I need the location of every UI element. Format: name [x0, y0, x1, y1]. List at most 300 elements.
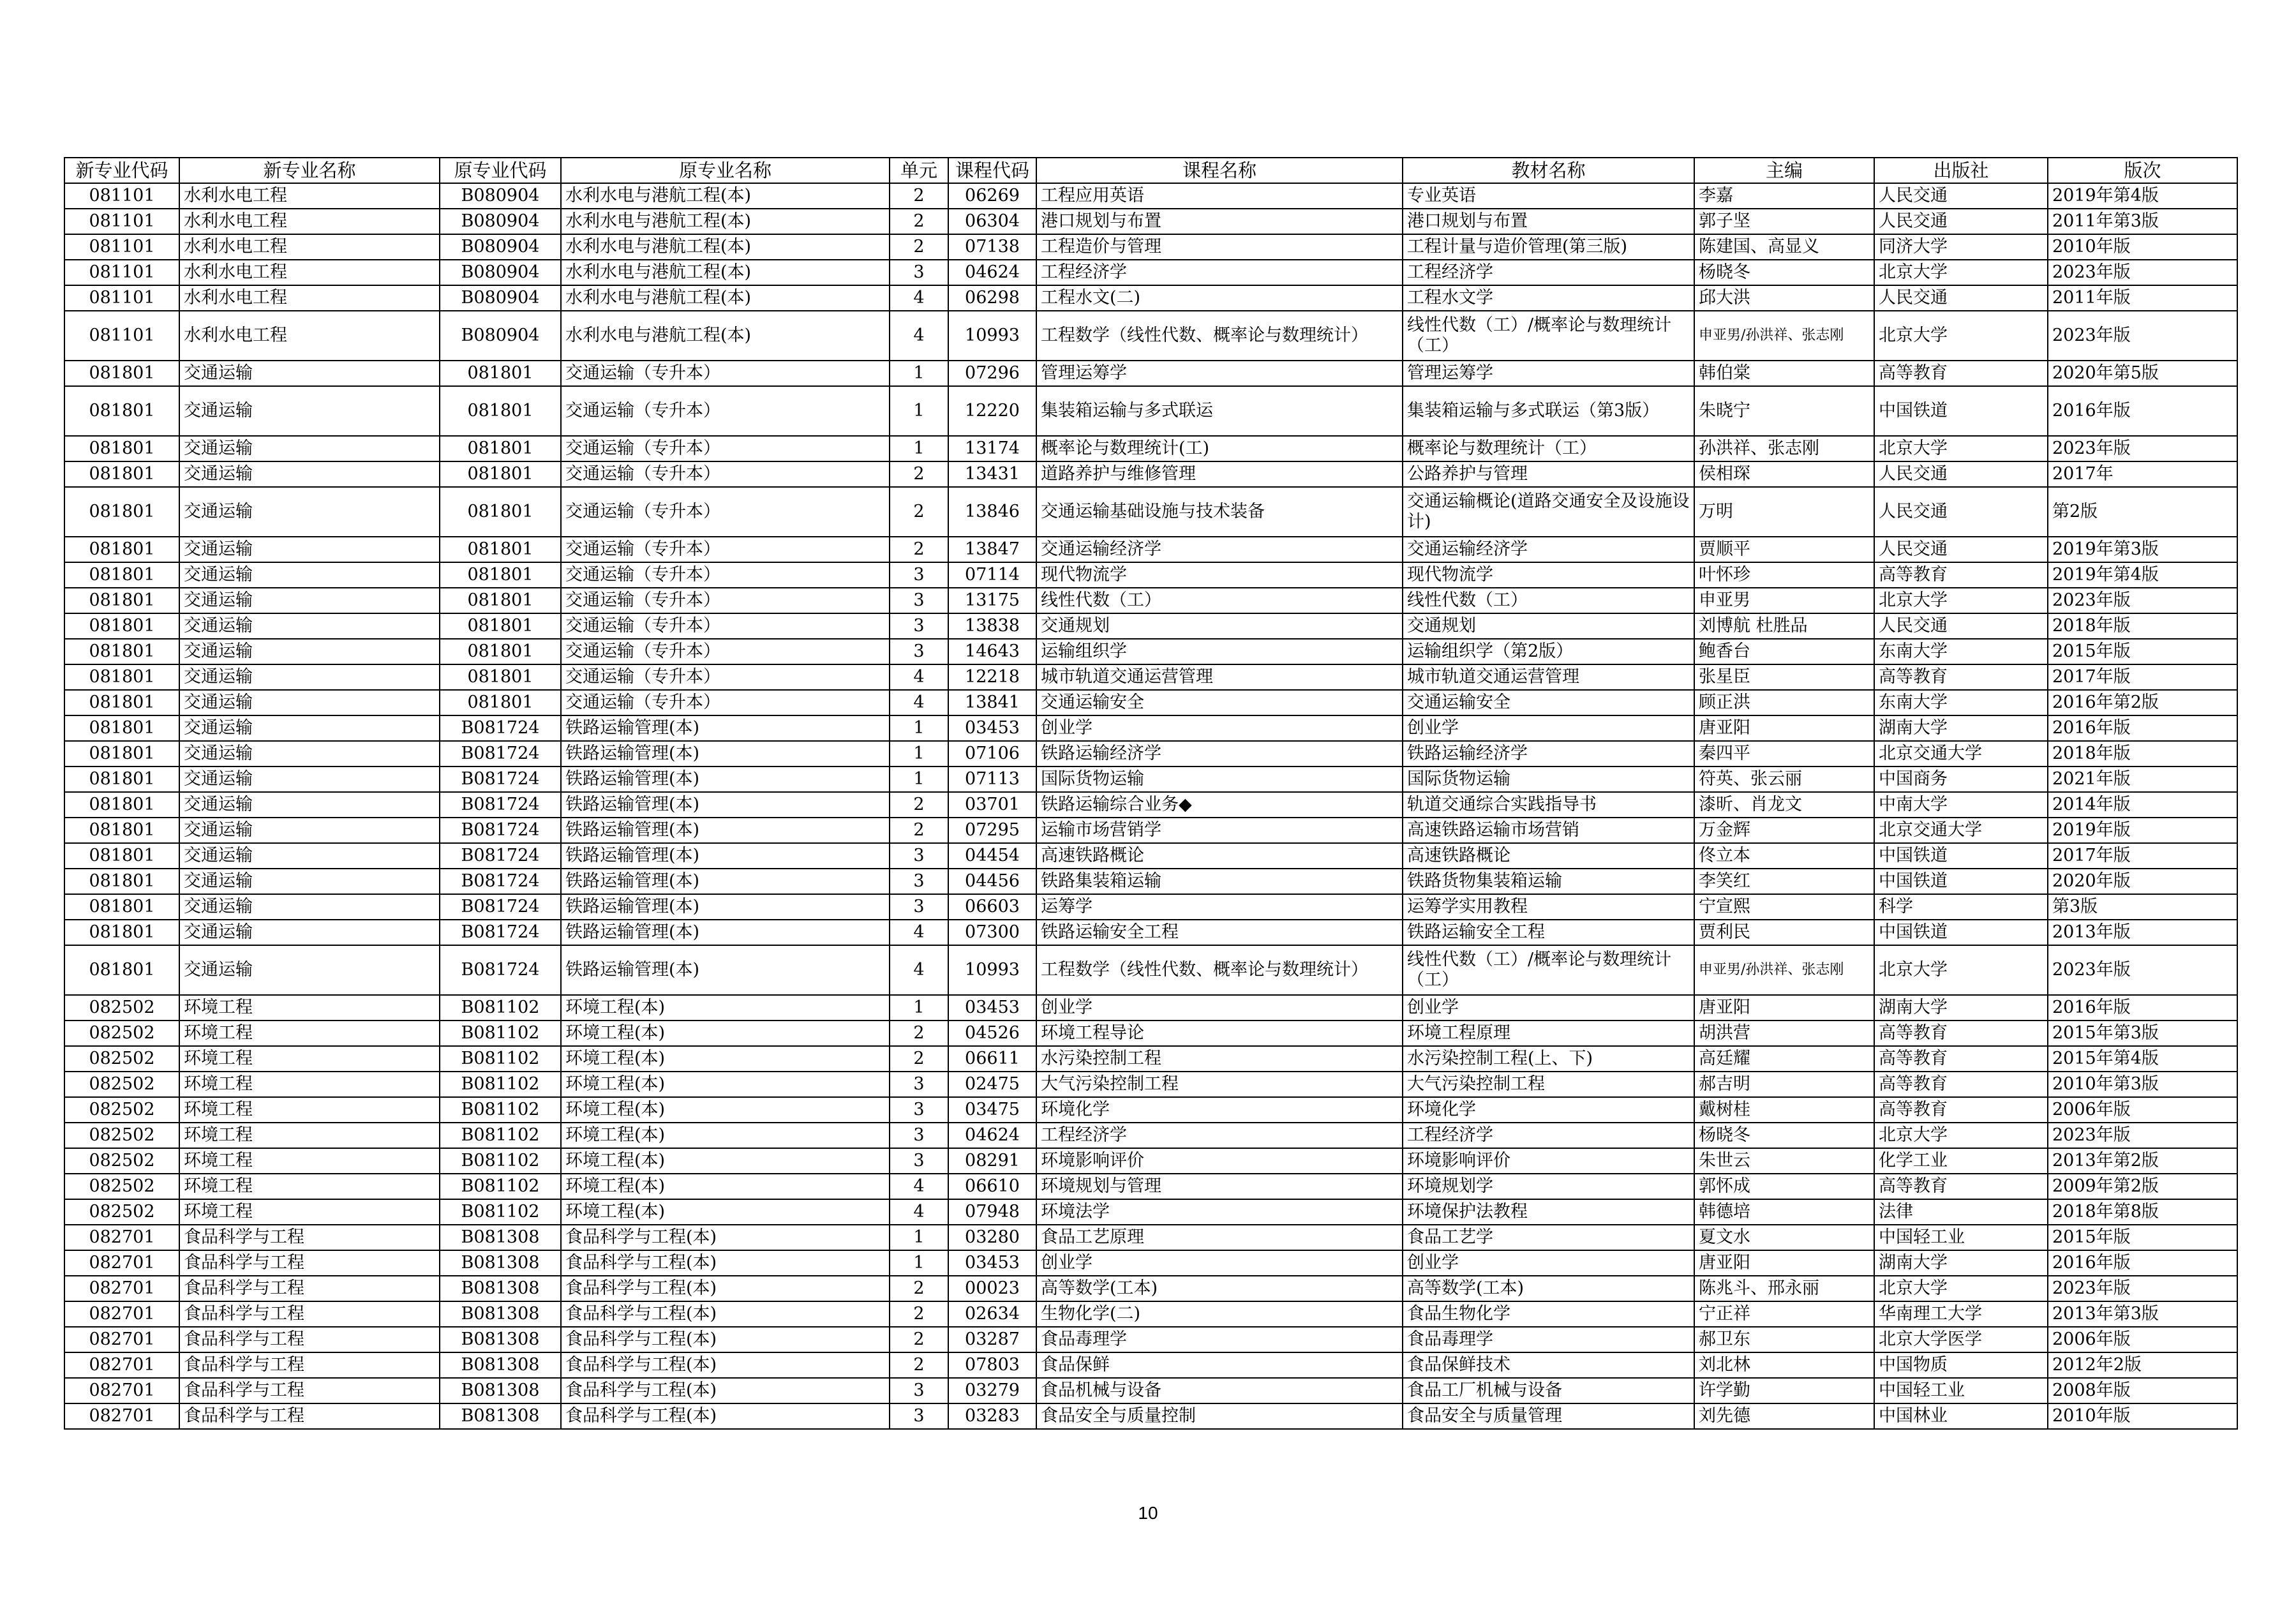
cell-edition: 2019年第4版	[2048, 562, 2237, 588]
table-row	[64, 1403, 2237, 1429]
cell-old-major-name: 水利水电与港航工程(本)	[561, 183, 890, 209]
table-row	[64, 792, 2237, 818]
header-cell: 主编	[1694, 158, 1874, 183]
table-row	[64, 436, 2237, 461]
table-row	[64, 487, 2237, 537]
cell-edition: 2015年第4版	[2048, 1046, 2237, 1072]
cell-textbook-name: 大气污染控制工程	[1403, 1072, 1694, 1097]
cell-publisher: 中国物质	[1874, 1352, 2048, 1378]
cell-course-code: 00023	[948, 1276, 1036, 1301]
cell-old-major-code: B081308	[440, 1225, 561, 1250]
cell-new-major-code: 081801	[64, 894, 179, 920]
cell-edition: 2018年版	[2048, 741, 2237, 767]
header-row	[64, 158, 2237, 183]
cell-edition: 2011年版	[2048, 285, 2237, 311]
cell-publisher: 中国铁道	[1874, 869, 2048, 894]
cell-old-major-code: B081102	[440, 1123, 561, 1148]
cell-textbook-name: 水污染控制工程(上、下)	[1403, 1046, 1694, 1072]
cell-new-major-code: 082701	[64, 1352, 179, 1378]
cell-edition: 2021年版	[2048, 767, 2237, 792]
table-row	[64, 1097, 2237, 1123]
cell-new-major-name: 交通运输	[179, 461, 440, 487]
cell-publisher: 中国铁道	[1874, 920, 2048, 945]
cell-publisher: 中国商务	[1874, 767, 2048, 792]
table-row	[64, 1378, 2237, 1403]
cell-editor: 郭怀成	[1694, 1174, 1874, 1199]
header-cell: 新专业名称	[179, 158, 440, 183]
cell-course-code: 07113	[948, 767, 1036, 792]
cell-new-major-name: 交通运输	[179, 361, 440, 386]
cell-publisher: 北京大学	[1874, 1123, 2048, 1148]
cell-unit: 2	[890, 1301, 948, 1327]
cell-editor: 唐亚阳	[1694, 995, 1874, 1021]
cell-new-major-name: 食品科学与工程	[179, 1327, 440, 1352]
cell-textbook-name: 交通规划	[1403, 613, 1694, 639]
cell-editor: 唐亚阳	[1694, 715, 1874, 741]
cell-textbook-name: 轨道交通综合实践指导书	[1403, 792, 1694, 818]
cell-edition: 2010年第3版	[2048, 1072, 2237, 1097]
cell-textbook-name: 创业学	[1403, 995, 1694, 1021]
cell-textbook-name: 运输组织学（第2版）	[1403, 639, 1694, 664]
cell-old-major-code: 081801	[440, 588, 561, 613]
cell-new-major-name: 交通运输	[179, 715, 440, 741]
cell-course-code: 07803	[948, 1352, 1036, 1378]
cell-new-major-name: 交通运输	[179, 639, 440, 664]
cell-new-major-code: 081801	[64, 639, 179, 664]
cell-editor: 郝吉明	[1694, 1072, 1874, 1097]
table-row	[64, 461, 2237, 487]
cell-editor: 万金辉	[1694, 818, 1874, 843]
cell-new-major-code: 081101	[64, 234, 179, 260]
cell-course-name: 大气污染控制工程	[1036, 1072, 1403, 1097]
cell-course-code: 08291	[948, 1148, 1036, 1174]
cell-old-major-name: 铁路运输管理(本)	[561, 869, 890, 894]
cell-editor: 佟立本	[1694, 843, 1874, 869]
cell-old-major-name: 环境工程(本)	[561, 1148, 890, 1174]
cell-old-major-code: 081801	[440, 562, 561, 588]
cell-new-major-name: 交通运输	[179, 843, 440, 869]
cell-course-name: 工程造价与管理	[1036, 234, 1403, 260]
table-row	[64, 894, 2237, 920]
cell-publisher: 北京大学	[1874, 1276, 2048, 1301]
cell-editor: 刘博航 杜胜品	[1694, 613, 1874, 639]
cell-new-major-code: 082701	[64, 1378, 179, 1403]
table-row	[64, 767, 2237, 792]
cell-new-major-name: 交通运输	[179, 920, 440, 945]
cell-publisher: 中国铁道	[1874, 843, 2048, 869]
cell-editor: 符英、张云丽	[1694, 767, 1874, 792]
cell-edition: 2023年版	[2048, 260, 2237, 285]
cell-old-major-name: 铁路运输管理(本)	[561, 767, 890, 792]
cell-course-name: 高速铁路概论	[1036, 843, 1403, 869]
cell-publisher: 北京大学	[1874, 588, 2048, 613]
cell-new-major-code: 081801	[64, 386, 179, 436]
cell-old-major-code: B081308	[440, 1327, 561, 1352]
cell-course-name: 生物化学(二)	[1036, 1301, 1403, 1327]
table-row	[64, 1123, 2237, 1148]
cell-textbook-name: 线性代数（工）/概率论与数理统计（工）	[1403, 311, 1694, 361]
table-row	[64, 260, 2237, 285]
header-cell: 单元	[890, 158, 948, 183]
table-row	[64, 1148, 2237, 1174]
cell-edition: 2015年版	[2048, 1225, 2237, 1250]
cell-edition: 2023年版	[2048, 436, 2237, 461]
cell-new-major-name: 食品科学与工程	[179, 1276, 440, 1301]
cell-course-code: 03453	[948, 715, 1036, 741]
cell-edition: 2020年第5版	[2048, 361, 2237, 386]
cell-new-major-name: 交通运输	[179, 386, 440, 436]
cell-edition: 2010年版	[2048, 234, 2237, 260]
cell-old-major-code: 081801	[440, 386, 561, 436]
cell-new-major-name: 环境工程	[179, 1174, 440, 1199]
cell-course-name: 创业学	[1036, 995, 1403, 1021]
cell-textbook-name: 创业学	[1403, 715, 1694, 741]
cell-old-major-name: 铁路运输管理(本)	[561, 818, 890, 843]
cell-old-major-code: B081724	[440, 843, 561, 869]
cell-edition: 2015年第3版	[2048, 1021, 2237, 1046]
cell-course-code: 13847	[948, 537, 1036, 562]
cell-publisher: 高等教育	[1874, 361, 2048, 386]
cell-unit: 3	[890, 1403, 948, 1429]
cell-new-major-code: 081801	[64, 664, 179, 690]
table-row	[64, 869, 2237, 894]
cell-new-major-code: 082701	[64, 1276, 179, 1301]
cell-publisher: 湖南大学	[1874, 715, 2048, 741]
cell-course-name: 创业学	[1036, 1250, 1403, 1276]
cell-course-name: 交通运输经济学	[1036, 537, 1403, 562]
cell-publisher: 高等教育	[1874, 1097, 2048, 1123]
cell-course-name: 创业学	[1036, 715, 1403, 741]
cell-old-major-name: 环境工程(本)	[561, 1072, 890, 1097]
cell-old-major-name: 环境工程(本)	[561, 1199, 890, 1225]
cell-course-code: 03280	[948, 1225, 1036, 1250]
cell-old-major-name: 食品科学与工程(本)	[561, 1403, 890, 1429]
cell-new-major-code: 081801	[64, 562, 179, 588]
cell-old-major-code: B080904	[440, 183, 561, 209]
cell-editor: 侯相琛	[1694, 461, 1874, 487]
cell-old-major-code: B081724	[440, 792, 561, 818]
cell-old-major-name: 铁路运输管理(本)	[561, 894, 890, 920]
cell-course-code: 13174	[948, 436, 1036, 461]
cell-edition: 2011年第3版	[2048, 209, 2237, 234]
cell-course-name: 铁路运输经济学	[1036, 741, 1403, 767]
cell-course-name: 交通运输安全	[1036, 690, 1403, 715]
cell-new-major-code: 081801	[64, 792, 179, 818]
cell-edition: 2016年版	[2048, 1250, 2237, 1276]
cell-edition: 第3版	[2048, 894, 2237, 920]
cell-new-major-name: 环境工程	[179, 1021, 440, 1046]
cell-unit: 4	[890, 311, 948, 361]
cell-old-major-name: 铁路运输管理(本)	[561, 792, 890, 818]
cell-course-name: 工程经济学	[1036, 260, 1403, 285]
cell-course-name: 道路养护与维修管理	[1036, 461, 1403, 487]
cell-unit: 1	[890, 741, 948, 767]
cell-editor: 戴树桂	[1694, 1097, 1874, 1123]
cell-textbook-name: 交通运输经济学	[1403, 537, 1694, 562]
cell-textbook-name: 环境影响评价	[1403, 1148, 1694, 1174]
cell-old-major-name: 交通运输（专升本）	[561, 487, 890, 537]
cell-new-major-code: 082502	[64, 1046, 179, 1072]
table-row	[64, 1072, 2237, 1097]
cell-old-major-code: B080904	[440, 234, 561, 260]
cell-edition: 2016年版	[2048, 715, 2237, 741]
cell-textbook-name: 食品工艺学	[1403, 1225, 1694, 1250]
cell-publisher: 北京交通大学	[1874, 818, 2048, 843]
cell-unit: 3	[890, 562, 948, 588]
table-row	[64, 1225, 2237, 1250]
cell-course-code: 02475	[948, 1072, 1036, 1097]
cell-editor: 朱晓宁	[1694, 386, 1874, 436]
cell-old-major-name: 交通运输（专升本）	[561, 537, 890, 562]
cell-new-major-name: 环境工程	[179, 1046, 440, 1072]
cell-old-major-name: 交通运输（专升本）	[561, 361, 890, 386]
header-cell: 原专业代码	[440, 158, 561, 183]
cell-course-name: 现代物流学	[1036, 562, 1403, 588]
cell-new-major-code: 081801	[64, 920, 179, 945]
table-row	[64, 639, 2237, 664]
table-row	[64, 995, 2237, 1021]
cell-new-major-name: 交通运输	[179, 818, 440, 843]
cell-new-major-name: 食品科学与工程	[179, 1403, 440, 1429]
cell-textbook-name: 运筹学实用教程	[1403, 894, 1694, 920]
cell-new-major-name: 水利水电工程	[179, 260, 440, 285]
cell-course-code: 03287	[948, 1327, 1036, 1352]
cell-old-major-name: 环境工程(本)	[561, 1021, 890, 1046]
cell-new-major-code: 081101	[64, 209, 179, 234]
cell-course-code: 07138	[948, 234, 1036, 260]
cell-old-major-name: 交通运输（专升本）	[561, 461, 890, 487]
cell-unit: 2	[890, 1352, 948, 1378]
cell-new-major-name: 水利水电工程	[179, 234, 440, 260]
table-row	[64, 818, 2237, 843]
cell-old-major-code: B080904	[440, 260, 561, 285]
cell-textbook-name: 食品安全与质量管理	[1403, 1403, 1694, 1429]
cell-unit: 1	[890, 995, 948, 1021]
cell-new-major-name: 交通运输	[179, 613, 440, 639]
cell-course-name: 国际货物运输	[1036, 767, 1403, 792]
cell-publisher: 人民交通	[1874, 613, 2048, 639]
cell-course-name: 环境影响评价	[1036, 1148, 1403, 1174]
cell-editor: 邱大洪	[1694, 285, 1874, 311]
cell-new-major-code: 081801	[64, 588, 179, 613]
cell-course-code: 03453	[948, 1250, 1036, 1276]
cell-old-major-code: 081801	[440, 361, 561, 386]
cell-course-code: 07296	[948, 361, 1036, 386]
cell-old-major-name: 水利水电与港航工程(本)	[561, 234, 890, 260]
cell-publisher: 高等教育	[1874, 1021, 2048, 1046]
cell-new-major-code: 082701	[64, 1225, 179, 1250]
cell-old-major-code: B081102	[440, 995, 561, 1021]
cell-editor: 朱世云	[1694, 1148, 1874, 1174]
table-row	[64, 1301, 2237, 1327]
table-row	[64, 588, 2237, 613]
cell-new-major-name: 食品科学与工程	[179, 1352, 440, 1378]
cell-course-name: 水污染控制工程	[1036, 1046, 1403, 1072]
cell-new-major-code: 081101	[64, 260, 179, 285]
cell-publisher: 北京交通大学	[1874, 741, 2048, 767]
cell-editor: 夏文水	[1694, 1225, 1874, 1250]
table-row	[64, 285, 2237, 311]
table-row	[64, 715, 2237, 741]
cell-old-major-code: B081308	[440, 1352, 561, 1378]
cell-unit: 3	[890, 869, 948, 894]
cell-old-major-code: 081801	[440, 613, 561, 639]
cell-edition: 2017年版	[2048, 843, 2237, 869]
cell-edition: 2014年版	[2048, 792, 2237, 818]
cell-new-major-code: 082701	[64, 1301, 179, 1327]
header-cell: 教材名称	[1403, 158, 1694, 183]
header-cell: 版次	[2048, 158, 2237, 183]
cell-new-major-code: 082502	[64, 1123, 179, 1148]
cell-textbook-name: 创业学	[1403, 1250, 1694, 1276]
table-row	[64, 562, 2237, 588]
cell-textbook-name: 管理运筹学	[1403, 361, 1694, 386]
cell-old-major-name: 交通运输（专升本）	[561, 690, 890, 715]
cell-new-major-name: 食品科学与工程	[179, 1301, 440, 1327]
cell-editor: 宁正祥	[1694, 1301, 1874, 1327]
cell-old-major-name: 食品科学与工程(本)	[561, 1225, 890, 1250]
cell-unit: 4	[890, 690, 948, 715]
cell-old-major-code: B081724	[440, 869, 561, 894]
cell-textbook-name: 工程经济学	[1403, 1123, 1694, 1148]
cell-old-major-code: B081308	[440, 1403, 561, 1429]
cell-course-name: 线性代数（工）	[1036, 588, 1403, 613]
cell-publisher: 人民交通	[1874, 209, 2048, 234]
table-row	[64, 1046, 2237, 1072]
cell-edition: 2012年2版	[2048, 1352, 2237, 1378]
cell-new-major-code: 081801	[64, 945, 179, 995]
cell-edition: 2023年版	[2048, 1276, 2237, 1301]
cell-course-code: 06298	[948, 285, 1036, 311]
cell-edition: 2010年版	[2048, 1403, 2237, 1429]
cell-edition: 2019年第4版	[2048, 183, 2237, 209]
cell-new-major-code: 082502	[64, 1097, 179, 1123]
cell-course-name: 港口规划与布置	[1036, 209, 1403, 234]
cell-course-code: 04456	[948, 869, 1036, 894]
cell-new-major-name: 交通运输	[179, 487, 440, 537]
cell-course-code: 12220	[948, 386, 1036, 436]
cell-publisher: 高等教育	[1874, 562, 2048, 588]
cell-unit: 3	[890, 588, 948, 613]
cell-unit: 4	[890, 664, 948, 690]
cell-textbook-name: 工程经济学	[1403, 260, 1694, 285]
cell-new-major-name: 交通运输	[179, 894, 440, 920]
cell-old-major-name: 环境工程(本)	[561, 995, 890, 1021]
cell-publisher: 中南大学	[1874, 792, 2048, 818]
cell-unit: 3	[890, 843, 948, 869]
table-row	[64, 183, 2237, 209]
cell-course-code: 13846	[948, 487, 1036, 537]
table-row	[64, 386, 2237, 436]
cell-new-major-code: 081801	[64, 869, 179, 894]
cell-course-name: 环境化学	[1036, 1097, 1403, 1123]
cell-old-major-name: 水利水电与港航工程(本)	[561, 311, 890, 361]
cell-course-code: 07300	[948, 920, 1036, 945]
cell-old-major-code: B081724	[440, 945, 561, 995]
cell-edition: 2013年版	[2048, 920, 2237, 945]
cell-old-major-code: 081801	[440, 487, 561, 537]
table-row	[64, 1327, 2237, 1352]
cell-unit: 1	[890, 1250, 948, 1276]
cell-textbook-name: 高速铁路概论	[1403, 843, 1694, 869]
cell-textbook-name: 工程计量与造价管理(第三版)	[1403, 234, 1694, 260]
cell-textbook-name: 交通运输概论(道路交通安全及设施设计)	[1403, 487, 1694, 537]
header-cell: 课程名称	[1036, 158, 1403, 183]
cell-publisher: 高等教育	[1874, 1072, 2048, 1097]
cell-new-major-name: 环境工程	[179, 1199, 440, 1225]
cell-course-code: 13431	[948, 461, 1036, 487]
table-row	[64, 664, 2237, 690]
cell-unit: 1	[890, 767, 948, 792]
cell-textbook-name: 环境化学	[1403, 1097, 1694, 1123]
cell-old-major-name: 环境工程(本)	[561, 1174, 890, 1199]
cell-old-major-code: B081724	[440, 741, 561, 767]
cell-old-major-code: B081724	[440, 767, 561, 792]
cell-old-major-code: B081102	[440, 1097, 561, 1123]
cell-textbook-name: 交通运输安全	[1403, 690, 1694, 715]
cell-course-code: 07948	[948, 1199, 1036, 1225]
cell-edition: 2016年版	[2048, 995, 2237, 1021]
cell-editor: 唐亚阳	[1694, 1250, 1874, 1276]
cell-unit: 2	[890, 792, 948, 818]
table-row	[64, 690, 2237, 715]
cell-unit: 3	[890, 260, 948, 285]
cell-new-major-name: 交通运输	[179, 664, 440, 690]
cell-publisher: 中国轻工业	[1874, 1378, 2048, 1403]
cell-old-major-code: 081801	[440, 690, 561, 715]
cell-publisher: 人民交通	[1874, 285, 2048, 311]
cell-course-name: 运输市场营销学	[1036, 818, 1403, 843]
cell-editor: 李嘉	[1694, 183, 1874, 209]
cell-textbook-name: 环境工程原理	[1403, 1021, 1694, 1046]
cell-textbook-name: 食品生物化学	[1403, 1301, 1694, 1327]
table-row	[64, 741, 2237, 767]
cell-new-major-code: 081801	[64, 715, 179, 741]
cell-new-major-name: 交通运输	[179, 690, 440, 715]
cell-course-code: 13841	[948, 690, 1036, 715]
cell-publisher: 人民交通	[1874, 183, 2048, 209]
cell-publisher: 高等教育	[1874, 664, 2048, 690]
cell-unit: 1	[890, 1225, 948, 1250]
cell-editor: 刘北林	[1694, 1352, 1874, 1378]
cell-new-major-code: 081801	[64, 436, 179, 461]
table-row	[64, 945, 2237, 995]
cell-new-major-name: 环境工程	[179, 1123, 440, 1148]
cell-new-major-name: 水利水电工程	[179, 285, 440, 311]
cell-new-major-code: 081801	[64, 461, 179, 487]
cell-old-major-name: 食品科学与工程(本)	[561, 1352, 890, 1378]
cell-publisher: 科学	[1874, 894, 2048, 920]
cell-publisher: 法律	[1874, 1199, 2048, 1225]
cell-edition: 2023年版	[2048, 1123, 2237, 1148]
cell-new-major-name: 交通运输	[179, 767, 440, 792]
cell-editor: 申亚男	[1694, 588, 1874, 613]
cell-course-code: 06304	[948, 209, 1036, 234]
cell-course-name: 集装箱运输与多式联运	[1036, 386, 1403, 436]
cell-publisher: 湖南大学	[1874, 995, 2048, 1021]
cell-edition: 2016年第2版	[2048, 690, 2237, 715]
cell-course-name: 环境规划与管理	[1036, 1174, 1403, 1199]
cell-course-code: 04454	[948, 843, 1036, 869]
cell-course-code: 03701	[948, 792, 1036, 818]
cell-publisher: 北京大学	[1874, 945, 2048, 995]
cell-new-major-code: 082502	[64, 1174, 179, 1199]
cell-old-major-name: 交通运输（专升本）	[561, 613, 890, 639]
cell-edition: 2013年第2版	[2048, 1148, 2237, 1174]
cell-course-name: 食品保鲜	[1036, 1352, 1403, 1378]
cell-editor: 顾正洪	[1694, 690, 1874, 715]
cell-editor: 申亚男/孙洪祥、张志刚	[1694, 945, 1874, 995]
